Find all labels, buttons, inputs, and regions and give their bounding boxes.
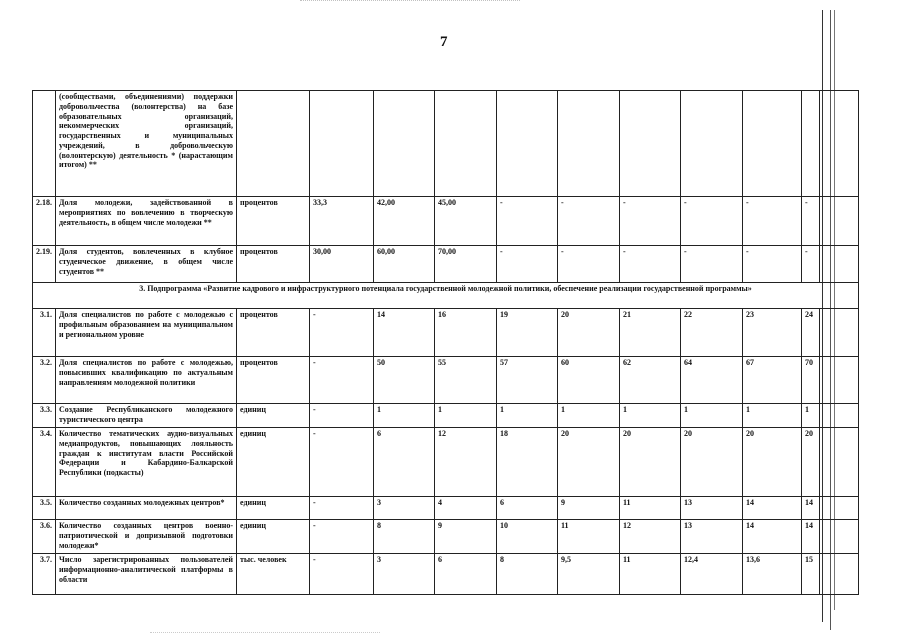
- value-cell: 12: [620, 520, 681, 554]
- value-cell: 8: [374, 520, 435, 554]
- value-cell: 45,00: [435, 197, 497, 246]
- indicator-name: Число зарегистрированных пользователей информационно-аналитической платформы в области: [56, 554, 237, 595]
- value-cell: 1: [743, 404, 802, 428]
- row-id: 2.19.: [33, 246, 56, 283]
- scan-artifact-bottom: [150, 632, 380, 637]
- unit-cell: единиц: [237, 428, 310, 497]
- value-cell: -: [558, 246, 620, 283]
- value-cell: 9: [558, 497, 620, 520]
- margin-cell: [820, 91, 859, 197]
- value-cell: 14: [374, 309, 435, 357]
- value-cell: 60: [558, 357, 620, 404]
- value-cell: 14: [743, 520, 802, 554]
- row-id: 3.4.: [33, 428, 56, 497]
- value-cell: 30,00: [310, 246, 374, 283]
- value-cell: 1: [620, 404, 681, 428]
- value-cell: 14: [802, 497, 820, 520]
- value-cell: 20: [743, 428, 802, 497]
- value-cell: -: [620, 246, 681, 283]
- value-cell: 16: [435, 309, 497, 357]
- value-cell: 70,00: [435, 246, 497, 283]
- value-cell: 9,5: [558, 554, 620, 595]
- row-id: 3.2.: [33, 357, 56, 404]
- value-cell: -: [497, 246, 558, 283]
- margin-cell: [820, 357, 859, 404]
- margin-cell: [820, 554, 859, 595]
- indicators-table: [32, 90, 859, 595]
- value-cell: 21: [620, 309, 681, 357]
- value-cell: 42,00: [374, 197, 435, 246]
- value-cell: -: [743, 197, 802, 246]
- value-cell: 9: [435, 520, 497, 554]
- value-cell: 57: [497, 357, 558, 404]
- row-id: 2.18.: [33, 197, 56, 246]
- value-cell: -: [497, 197, 558, 246]
- value-cell: 15: [802, 554, 820, 595]
- value-cell: 6: [497, 497, 558, 520]
- unit-cell: процентов: [237, 357, 310, 404]
- indicator-name: Доля студентов, вовлеченных в клубное студенческое движение, в общем числе студентов **: [56, 246, 237, 283]
- value-cell: 6: [435, 554, 497, 595]
- table-row: [33, 554, 859, 595]
- indicator-name: Количество тематических аудио-визуальных медиапродуктов, повышающих лояльность граждан к институтам власти Российской Федерации и Кабардино-Балкарской Республики (подкасты): [56, 428, 237, 497]
- value-cell: 4: [435, 497, 497, 520]
- row-id: 3.1.: [33, 309, 56, 357]
- value-cell: -: [802, 197, 820, 246]
- value-cell: 13,6: [743, 554, 802, 595]
- value-cell: 70: [802, 357, 820, 404]
- margin-cell: [820, 404, 859, 428]
- value-cell: 1: [435, 404, 497, 428]
- unit-cell: единиц: [237, 497, 310, 520]
- value-cell: -: [310, 520, 374, 554]
- value-cell: 67: [743, 357, 802, 404]
- value-cell: -: [681, 197, 743, 246]
- value-cell: [435, 91, 497, 197]
- value-cell: 14: [743, 497, 802, 520]
- value-cell: 22: [681, 309, 743, 357]
- table-row: [33, 91, 859, 197]
- value-cell: 23: [743, 309, 802, 357]
- value-cell: 55: [435, 357, 497, 404]
- value-cell: -: [620, 197, 681, 246]
- value-cell: 12,4: [681, 554, 743, 595]
- value-cell: 19: [497, 309, 558, 357]
- value-cell: 13: [681, 497, 743, 520]
- unit-cell: процентов: [237, 309, 310, 357]
- value-cell: 60,00: [374, 246, 435, 283]
- value-cell: 8: [497, 554, 558, 595]
- value-cell: 20: [558, 309, 620, 357]
- value-cell: 6: [374, 428, 435, 497]
- indicator-name: (сообществами, объединениями) поддержки добровольчества (волонтерства) на базе образовательных организаций, некоммерческих организаций, государственных и муниципальных учреждений, в добровольческую (волонтерскую) деятельность * (нарастающим итогом) **: [56, 91, 237, 197]
- row-id: 3.6.: [33, 520, 56, 554]
- table-row: [33, 246, 859, 283]
- value-cell: 20: [558, 428, 620, 497]
- indicator-name: Доля молодежи, задействованной в мероприятиях по вовлечению в творческую деятельность, в общем числе молодежи **: [56, 197, 237, 246]
- margin-cell: [820, 197, 859, 246]
- row-id: 3.3.: [33, 404, 56, 428]
- value-cell: [374, 91, 435, 197]
- value-cell: 1: [558, 404, 620, 428]
- section-heading: 3. Подпрограмма «Развитие кадрового и инфраструктурного потенциала государственной молодежной политики, обеспечение реализации государственной программы»: [33, 283, 859, 309]
- value-cell: 64: [681, 357, 743, 404]
- value-cell: -: [743, 246, 802, 283]
- value-cell: -: [802, 246, 820, 283]
- value-cell: 50: [374, 357, 435, 404]
- value-cell: -: [310, 554, 374, 595]
- value-cell: 14: [802, 520, 820, 554]
- unit-cell: тыс. человек: [237, 554, 310, 595]
- value-cell: 20: [802, 428, 820, 497]
- value-cell: 20: [620, 428, 681, 497]
- margin-cell: [820, 428, 859, 497]
- value-cell: 3: [374, 554, 435, 595]
- value-cell: [802, 91, 820, 197]
- value-cell: 18: [497, 428, 558, 497]
- value-cell: -: [310, 309, 374, 357]
- value-cell: 1: [374, 404, 435, 428]
- table-row: [33, 404, 859, 428]
- indicator-name: Количество созданных центров военно-патриотической и допризывной подготовки молодежи*: [56, 520, 237, 554]
- margin-cell: [820, 520, 859, 554]
- value-cell: [681, 91, 743, 197]
- row-id: 3.7.: [33, 554, 56, 595]
- table-row: [33, 520, 859, 554]
- page-number: 7: [440, 34, 448, 50]
- margin-cell: [820, 309, 859, 357]
- value-cell: -: [310, 428, 374, 497]
- value-cell: 1: [802, 404, 820, 428]
- unit-cell: [237, 91, 310, 197]
- value-cell: 33,3: [310, 197, 374, 246]
- unit-cell: единиц: [237, 404, 310, 428]
- row-id: 3.5.: [33, 497, 56, 520]
- value-cell: -: [310, 497, 374, 520]
- section-row: [33, 283, 859, 309]
- value-cell: 1: [497, 404, 558, 428]
- value-cell: [620, 91, 681, 197]
- value-cell: 62: [620, 357, 681, 404]
- value-cell: 11: [620, 497, 681, 520]
- scan-artifact-top: [300, 0, 520, 5]
- value-cell: 3: [374, 497, 435, 520]
- unit-cell: процентов: [237, 197, 310, 246]
- value-cell: [310, 91, 374, 197]
- value-cell: 13: [681, 520, 743, 554]
- value-cell: -: [681, 246, 743, 283]
- table-row: [33, 497, 859, 520]
- indicator-name: Создание Республиканского молодежного туристического центра: [56, 404, 237, 428]
- margin-cell: [820, 246, 859, 283]
- indicator-name: Количество созданных молодежных центров*: [56, 497, 237, 520]
- value-cell: [497, 91, 558, 197]
- value-cell: 11: [620, 554, 681, 595]
- margin-cell: [820, 497, 859, 520]
- unit-cell: процентов: [237, 246, 310, 283]
- value-cell: [743, 91, 802, 197]
- value-cell: 24: [802, 309, 820, 357]
- indicator-name: Доля специалистов по работе с молодежью, повысивших квалификацию по актуальным направлениям молодежной политики: [56, 357, 237, 404]
- value-cell: -: [310, 357, 374, 404]
- row-id: [33, 91, 56, 197]
- value-cell: 20: [681, 428, 743, 497]
- table-row: [33, 197, 859, 246]
- table-row: [33, 428, 859, 497]
- value-cell: 12: [435, 428, 497, 497]
- value-cell: [558, 91, 620, 197]
- value-cell: -: [310, 404, 374, 428]
- value-cell: 11: [558, 520, 620, 554]
- table-row: [33, 357, 859, 404]
- value-cell: -: [558, 197, 620, 246]
- indicator-name: Доля специалистов по работе с молодежью с профильным образованием на муниципальном и региональном уровне: [56, 309, 237, 357]
- value-cell: 1: [681, 404, 743, 428]
- value-cell: 10: [497, 520, 558, 554]
- unit-cell: единиц: [237, 520, 310, 554]
- table-row: [33, 309, 859, 357]
